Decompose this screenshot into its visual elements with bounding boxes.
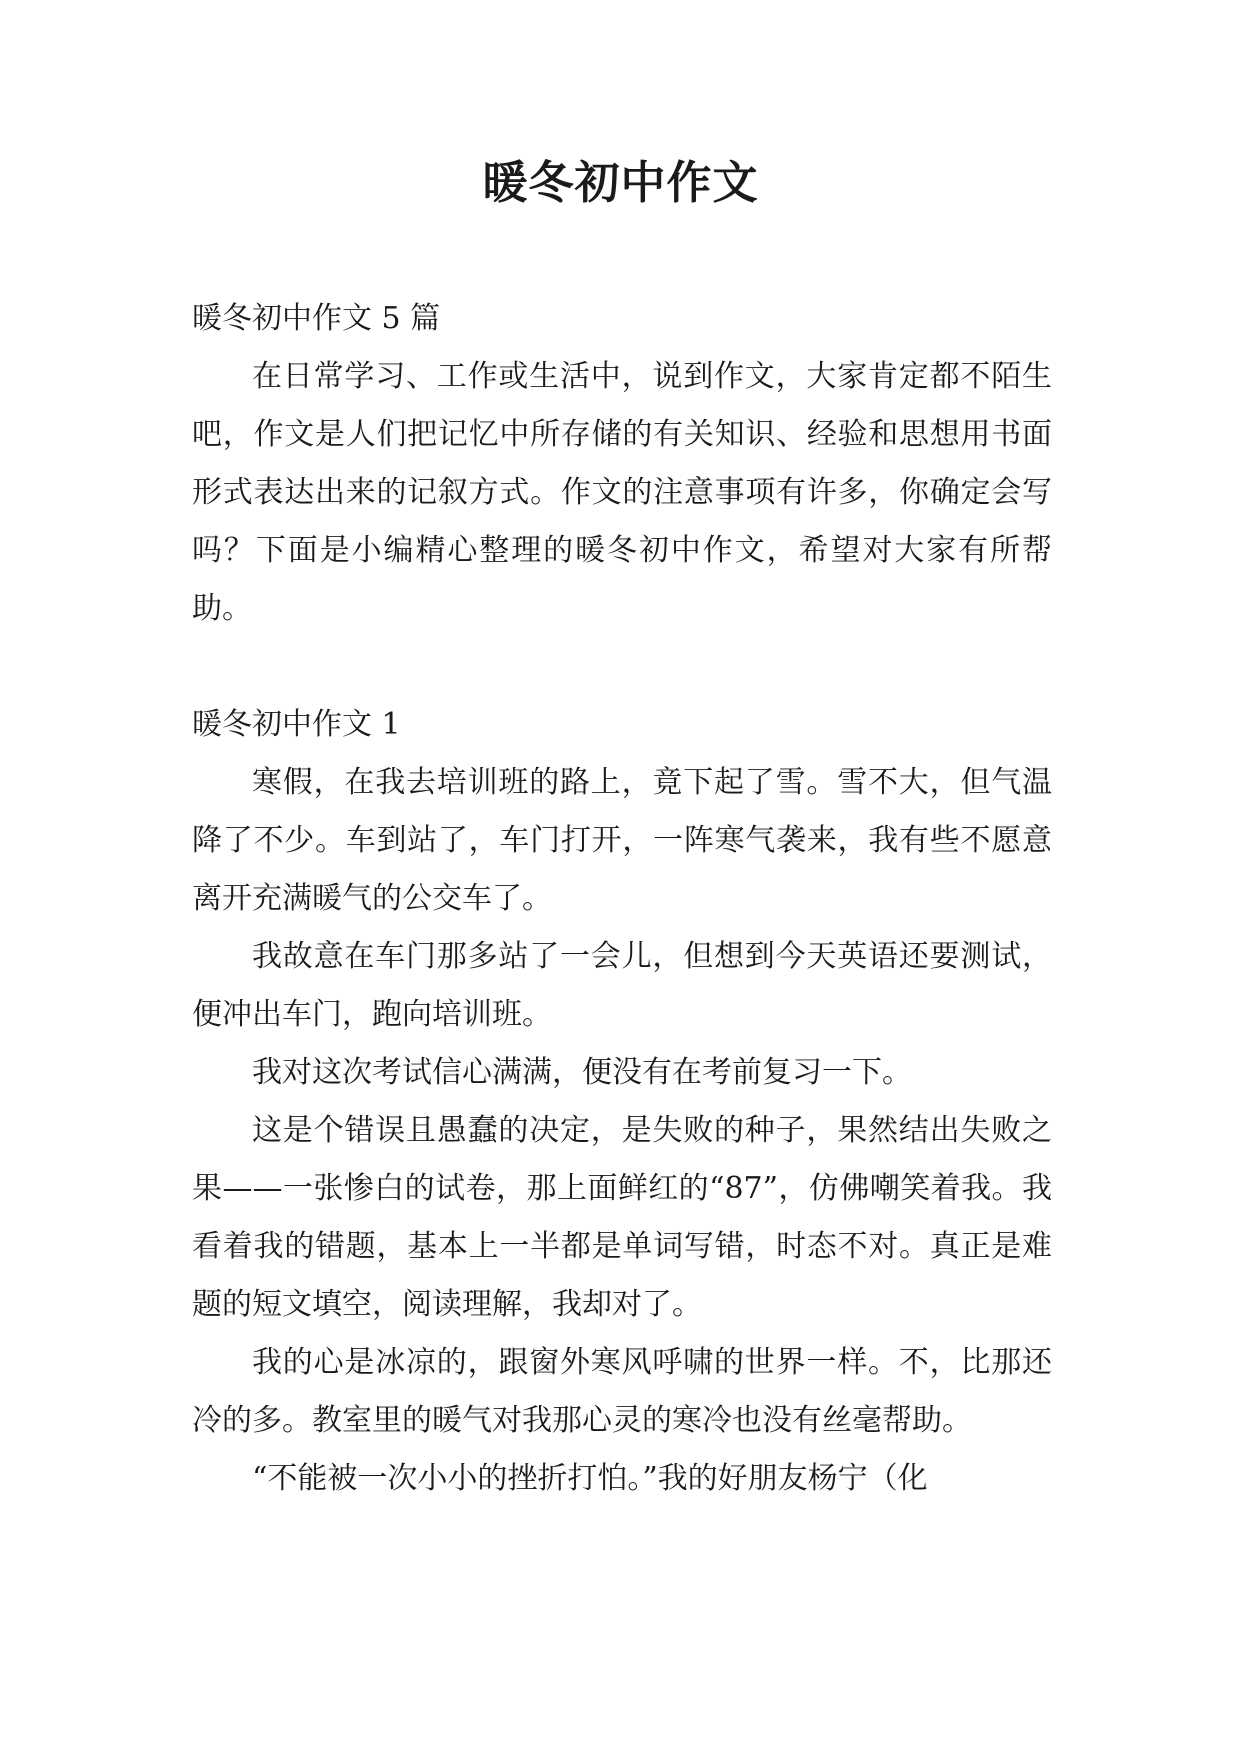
section-spacer xyxy=(192,638,1052,696)
document-body xyxy=(192,290,1052,1508)
intro-paragraph: 在日常学习、工作或生活中，说到作文，大家肯定都不陌生吧，作文是人们把记忆中所存储的有关知识、经验和思想用书面形式表达出来的记叙方式。作文的注意事项有许多，你确定会写吗？下面是小编精心整理的暖冬初中作文，希望对大家有所帮助。 xyxy=(192,359,1052,626)
intro-heading: 暖冬初中作文 5 篇 xyxy=(192,301,441,336)
essay-1-paragraph: 我的心是冰凉的，跟窗外寒风呼啸的世界一样。不，比那还冷的多。教室里的暖气对我那心灵的寒冷也没有丝毫帮助。 xyxy=(192,1345,1052,1438)
essay-1-paragraph: 我对这次考试信心满满，便没有在考前复习一下。 xyxy=(252,1055,912,1090)
essay-1-paragraph: 我故意在车门那多站了一会儿，但想到今天英语还要测试，便冲出车门，跑向培训班。 xyxy=(192,939,1052,1032)
essay-1-paragraph: 这是个错误且愚蠢的决定，是失败的种子，果然结出失败之果——一张惨白的试卷，那上面鲜红的“87”，仿佛嘲笑着我。我看着我的错题，基本上一半都是单词写错，时态不对。真正是难题的短文填空，阅读理解，我却对了。 xyxy=(192,1113,1052,1322)
essay-1-heading: 暖冬初中作文 1 xyxy=(192,707,401,742)
document-title: 暖冬初中作文 xyxy=(482,156,759,209)
essay-1-paragraph: “不能被一次小小的挫折打怕。”我的好朋友杨宁（化 xyxy=(252,1461,928,1496)
essay-1-paragraph: 寒假，在我去培训班的路上，竟下起了雪。雪不大，但气温降了不少。车到站了，车门打开，一阵寒气袭来，我有些不愿意离开充满暖气的公交车了。 xyxy=(192,765,1052,916)
